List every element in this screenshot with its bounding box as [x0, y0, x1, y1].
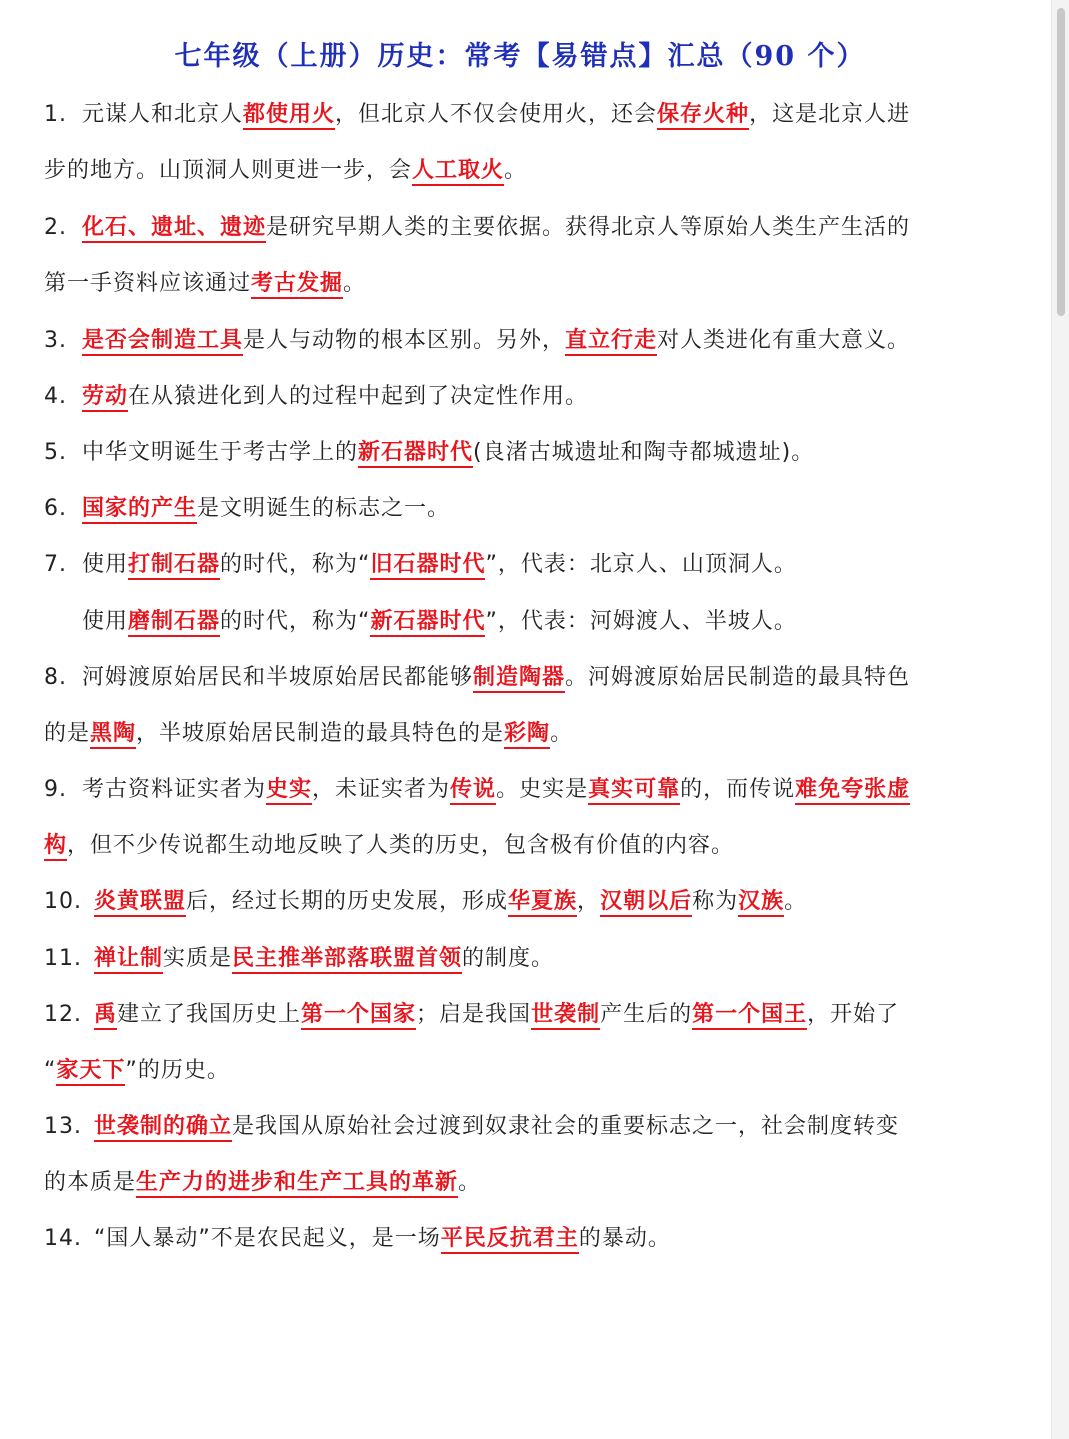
item-text: 建立了我国历史上	[117, 1002, 302, 1027]
item-text: 后，经过长期的历史发展，形成	[186, 889, 509, 914]
item-text: 。河姆渡原始居民制造的最具特色	[565, 665, 911, 690]
item-text: 是人与动物的根本区别。另外，	[243, 328, 566, 353]
scrollbar[interactable]	[1051, 0, 1069, 1439]
key-point-highlight: 考古发掘	[251, 270, 343, 299]
item-number: 7.	[44, 552, 67, 577]
key-point-highlight: 世袭制的确立	[94, 1113, 232, 1142]
key-point-highlight: 民主推举部落联盟首领	[232, 945, 462, 974]
item-text: 产生后的	[600, 1002, 693, 1027]
item-text: ，但不少传说都生动地反映了人类的历史，包含极有价值的内容。	[67, 833, 735, 858]
key-point-highlight: 直立行走	[565, 327, 657, 356]
item-2-line-2	[44, 263, 1004, 303]
key-point-highlight: 彩陶	[504, 720, 550, 749]
item-text: 的制度。	[462, 946, 555, 971]
item-text: ，但北京人不仅会使用火，还会	[335, 102, 658, 127]
item-text: 的时代，称为“	[220, 552, 371, 577]
item-text: ，开始了	[807, 1002, 900, 1027]
item-13-line-1	[44, 1106, 1004, 1146]
item-9-line-2	[44, 825, 1004, 865]
item-text: “	[44, 1058, 57, 1083]
item-1-line-2	[44, 150, 1004, 190]
key-point-highlight: 国家的产生	[82, 495, 197, 524]
item-number: 9.	[44, 777, 67, 802]
item-text: ，未证实者为	[312, 777, 451, 802]
item-number: 8.	[44, 665, 67, 690]
item-text: 河姆渡原始居民和半坡原始居民都能够	[82, 665, 474, 690]
key-point-highlight: 磨制石器	[128, 608, 220, 637]
item-text: 实质是	[163, 946, 233, 971]
item-7-line-2	[82, 601, 1042, 641]
item-10-line-1	[44, 881, 1004, 921]
item-text: 。	[343, 271, 367, 296]
item-text: ”，代表：北京人、山顶洞人。	[485, 552, 797, 577]
key-point-highlight: 保存火种	[657, 101, 749, 130]
item-6-line-1	[44, 488, 1004, 528]
item-text: 第一手资料应该通过	[44, 271, 252, 296]
item-text: 的时代，称为“	[220, 609, 371, 634]
item-8-line-1	[44, 657, 1004, 697]
item-text: (良渚古城遗址和陶寺都城遗址)。	[473, 440, 815, 465]
item-text: 的，而传说	[680, 777, 796, 802]
key-point-highlight: 构	[44, 832, 67, 861]
item-12-line-1	[44, 994, 1004, 1034]
item-text: 。	[550, 721, 574, 746]
item-text: ；启是我国	[416, 1002, 532, 1027]
item-text: 步的地方。山顶洞人则更进一步，会	[44, 158, 413, 183]
key-point-highlight: 新石器时代	[358, 439, 473, 468]
key-point-highlight: 劳动	[82, 383, 128, 412]
key-point-highlight: 人工取火	[412, 157, 504, 186]
item-1-line-1	[44, 94, 1004, 134]
item-14-line-1	[44, 1218, 1004, 1258]
item-number: 12.	[44, 1002, 82, 1027]
item-number: 13.	[44, 1114, 82, 1139]
item-text: 的暴动。	[578, 1226, 671, 1251]
item-7-line-1	[44, 544, 1004, 584]
item-9-line-1	[44, 769, 1004, 809]
key-point-highlight: 都使用火	[243, 101, 335, 130]
page-title: 七年级（上册）历史：常考【易错点】汇总（90 个）	[174, 41, 866, 72]
key-point-highlight: 生产力的进步和生产工具的革新	[136, 1169, 458, 1198]
key-point-highlight: 世袭制	[531, 1001, 600, 1030]
item-text: 中华文明诞生于考古学上的	[82, 440, 359, 465]
item-text: 在从猿进化到人的过程中起到了决定性作用。	[128, 384, 589, 409]
item-text: 使用	[82, 609, 129, 634]
key-point-highlight: 禹	[94, 1001, 117, 1030]
key-point-highlight: 汉朝以后	[600, 888, 692, 917]
item-text: 元谋人和北京人	[82, 102, 244, 127]
item-text: 考古资料证实者为	[82, 777, 267, 802]
key-point-highlight: 传说	[450, 776, 496, 805]
item-text: 是文明诞生的标志之一。	[197, 496, 451, 521]
item-12-line-2	[44, 1050, 1004, 1090]
item-text: ，	[577, 889, 601, 914]
item-text: 。	[504, 158, 528, 183]
key-point-highlight: 制造陶器	[473, 664, 565, 693]
key-point-highlight: 旧石器时代	[370, 551, 485, 580]
item-text: ，这是北京人进	[749, 102, 911, 127]
key-point-highlight: 第一个国王	[692, 1001, 807, 1030]
item-5-line-1	[44, 432, 1004, 472]
key-point-highlight: 黑陶	[90, 720, 136, 749]
item-text: 的是	[44, 721, 91, 746]
key-point-highlight: 化石、遗址、遗迹	[82, 214, 266, 243]
item-text: 称为	[692, 889, 739, 914]
item-text: ，半坡原始居民制造的最具特色的是	[136, 721, 505, 746]
item-text: 。	[458, 1170, 482, 1195]
item-4-line-1	[44, 376, 1004, 416]
item-number: 3.	[44, 328, 67, 353]
item-text: ”的历史。	[125, 1058, 230, 1083]
item-3-line-1	[44, 320, 1004, 360]
item-text: 的本质是	[44, 1170, 137, 1195]
item-2-line-1	[44, 207, 1004, 247]
key-point-highlight: 炎黄联盟	[94, 888, 186, 917]
key-point-highlight: 打制石器	[128, 551, 220, 580]
item-number: 5.	[44, 440, 67, 465]
item-8-line-2	[44, 713, 1004, 753]
item-number: 11.	[44, 946, 82, 971]
key-point-highlight: 是否会制造工具	[82, 327, 243, 356]
item-text: 。史实是	[496, 777, 589, 802]
item-text: “国人暴动”不是农民起义，是一场	[94, 1226, 441, 1251]
key-point-highlight: 家天下	[56, 1057, 125, 1086]
item-number: 6.	[44, 496, 67, 521]
item-text: ”，代表：河姆渡人、半坡人。	[485, 609, 797, 634]
key-point-highlight: 史实	[266, 776, 312, 805]
key-point-highlight: 真实可靠	[588, 776, 680, 805]
key-point-highlight: 平民反抗君主	[441, 1225, 579, 1254]
item-number: 14.	[44, 1226, 82, 1251]
item-text: 使用	[82, 552, 129, 577]
key-point-highlight: 难免夸张虚	[795, 776, 910, 805]
item-number: 1.	[44, 102, 67, 127]
key-point-highlight: 新石器时代	[370, 608, 485, 637]
item-text: 是我国从原始社会过渡到奴隶社会的重要标志之一，社会制度转变	[232, 1114, 900, 1139]
item-13-line-2	[44, 1162, 1004, 1202]
item-text: 是研究早期人类的主要依据。获得北京人等原始人类生产生活的	[266, 215, 911, 240]
key-point-highlight: 华夏族	[508, 888, 577, 917]
item-11-line-1	[44, 938, 1004, 978]
key-point-highlight: 禅让制	[94, 945, 163, 974]
item-text: 对人类进化有重大意义。	[657, 328, 911, 353]
item-number: 4.	[44, 384, 67, 409]
item-text: 。	[784, 889, 808, 914]
item-number: 2.	[44, 215, 67, 240]
key-point-highlight: 第一个国家	[301, 1001, 416, 1030]
key-point-highlight: 汉族	[738, 888, 784, 917]
item-number: 10.	[44, 889, 82, 914]
scrollbar-thumb[interactable]	[1057, 8, 1065, 316]
